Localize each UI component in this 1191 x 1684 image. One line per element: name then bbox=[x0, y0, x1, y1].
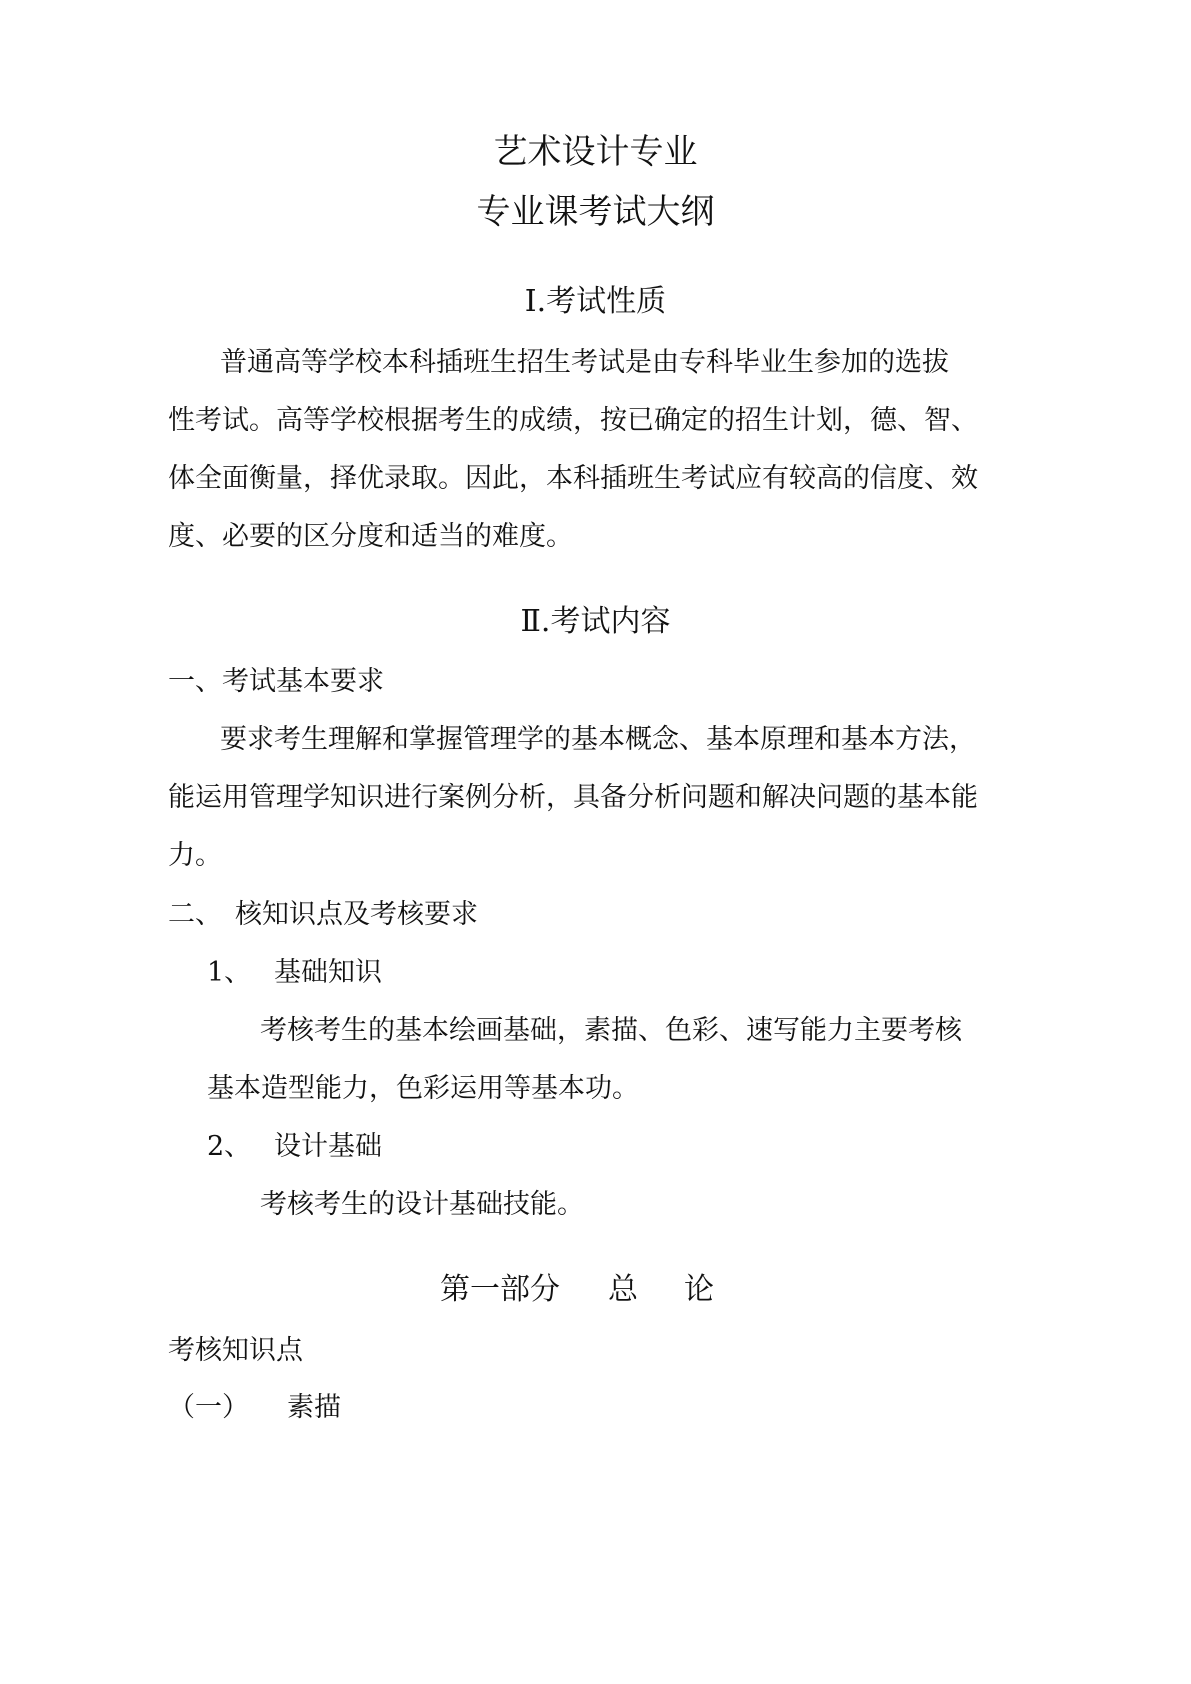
sub2-heading: 设计基础 bbox=[274, 1131, 382, 1162]
item1-paragraph-line: 要求考生理解和掌握管理学的基本概念、基本原理和基本方法， bbox=[220, 724, 976, 755]
part1-heading-part: 总 bbox=[608, 1272, 638, 1307]
item1-paragraph-line: 能运用管理学知识进行案例分析，具备分析问题和解决问题的基本能 bbox=[168, 782, 978, 813]
section1-heading: Ⅰ.考试性质 bbox=[524, 284, 667, 319]
item1-heading: 一、考试基本要求 bbox=[168, 666, 384, 697]
part1-item-number: （一） bbox=[168, 1392, 249, 1423]
sub1-number: 1、 bbox=[207, 957, 252, 988]
item2-number: 二、 bbox=[168, 899, 222, 930]
sub2-number: 2、 bbox=[207, 1131, 252, 1162]
document-title-line2: 专业课考试大纲 bbox=[476, 192, 715, 232]
item1-paragraph-line: 力。 bbox=[168, 840, 222, 871]
section1-paragraph-line: 体全面衡量，择优录取。因此，本科插班生考试应有较高的信度、效 bbox=[168, 463, 978, 494]
sub1-paragraph-line: 基本造型能力，色彩运用等基本功。 bbox=[207, 1073, 639, 1104]
section2-heading: Ⅱ.考试内容 bbox=[520, 604, 671, 639]
part1-heading-part: 论 bbox=[684, 1272, 714, 1307]
sub2-paragraph-line: 考核考生的设计基础技能。 bbox=[260, 1189, 584, 1220]
item2-heading: 核知识点及考核要求 bbox=[235, 899, 478, 930]
section1-paragraph-line: 普通高等学校本科插班生招生考试是由专科毕业生参加的选拔 bbox=[220, 347, 949, 378]
section1-paragraph-line: 性考试。高等学校根据考生的成绩，按已确定的招生计划，德、智、 bbox=[168, 405, 978, 436]
part1-subheading: 考核知识点 bbox=[168, 1335, 303, 1366]
part1-heading bbox=[440, 1270, 714, 1310]
document-title-line1: 艺术设计专业 bbox=[493, 132, 698, 172]
sub1-heading: 基础知识 bbox=[274, 957, 382, 988]
part1-heading-part: 第一部分 bbox=[440, 1272, 560, 1307]
section1-paragraph-line: 度、必要的区分度和适当的难度。 bbox=[168, 521, 573, 552]
sub1-paragraph-line: 考核考生的基本绘画基础，素描、色彩、速写能力主要考核 bbox=[260, 1015, 962, 1046]
part1-item-heading: 素描 bbox=[287, 1392, 341, 1423]
